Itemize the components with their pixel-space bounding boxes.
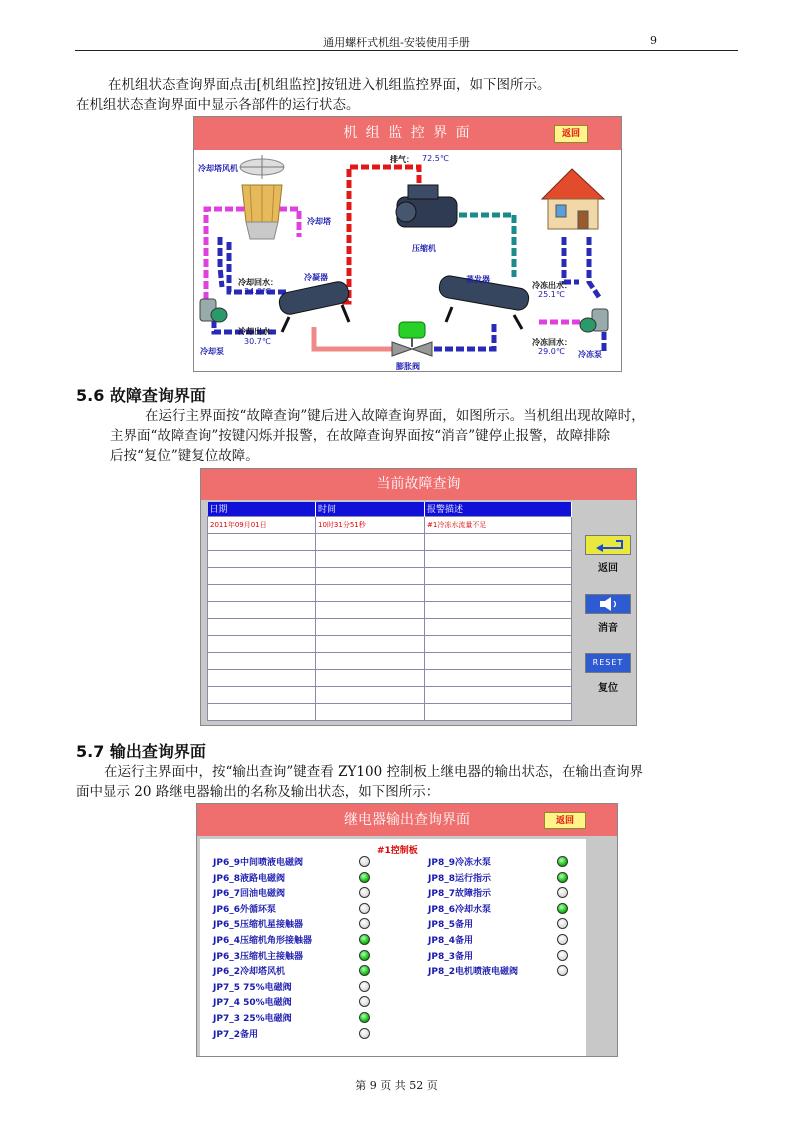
fault-description-cell	[425, 669, 572, 686]
fault-description-cell	[425, 584, 572, 601]
fault-row	[208, 601, 572, 618]
fault-row	[208, 669, 572, 686]
fault-row	[208, 567, 572, 584]
relay-status-led-icon	[359, 1028, 370, 1039]
relay-status-led-icon	[359, 856, 370, 867]
fault-date-cell	[208, 652, 316, 669]
fault-time-cell	[316, 703, 425, 720]
fault-description-cell	[425, 686, 572, 703]
fault-row	[208, 618, 572, 635]
relay-name: JP7_2备用	[213, 1029, 258, 1040]
fault-time-cell	[316, 567, 425, 584]
fault-description-cell	[425, 703, 572, 720]
label-chill-out: 冷冻出水：	[532, 281, 572, 290]
fault-date-cell	[208, 635, 316, 652]
cooling-pump-icon	[200, 299, 227, 322]
fault-date-cell	[208, 584, 316, 601]
relay-status-led-icon	[557, 934, 568, 945]
relay-status-led-icon	[557, 872, 568, 883]
page-footer: 第 9 页 共 52 页	[355, 1079, 438, 1092]
fault-time-cell: 10时31分51秒	[316, 516, 425, 533]
relay-status-led-icon	[359, 1012, 370, 1023]
fault-description-cell	[425, 618, 572, 635]
intro-line-2: 在机组状态查询界面中显示各部件的运行状态。	[76, 97, 360, 113]
label-chill-pump: 冷冻泵	[578, 350, 602, 359]
fault-time-cell	[316, 635, 425, 652]
relay-name: JP7_5 75%电磁阀	[213, 982, 292, 993]
value-cool-return: 34.0℃	[244, 287, 271, 296]
fault-time-cell	[316, 669, 425, 686]
relay-name: JP7_3 25%电磁阀	[213, 1014, 292, 1024]
fault-title: 当前故障查询	[201, 469, 636, 500]
header-rule	[75, 50, 738, 51]
fault-description-cell	[425, 635, 572, 652]
unit-monitor-screen	[193, 116, 622, 372]
col-date: 日期	[208, 502, 316, 516]
fault-description-cell	[425, 533, 572, 550]
value-exhaust: 72.5℃	[422, 154, 449, 163]
label-expansion-valve: 膨胀阀	[396, 362, 420, 371]
speaker-icon	[586, 595, 630, 613]
relay-status-led-icon	[359, 950, 370, 961]
fault-query-screen	[200, 468, 637, 726]
label-cooling-pump: 冷却泵	[200, 347, 224, 356]
relay-status-led-icon	[359, 872, 370, 883]
fault-return-label: 返回	[598, 563, 618, 574]
relay-status-led-icon	[557, 903, 568, 914]
return-arrow-icon	[586, 536, 630, 554]
relay-status-led-icon	[359, 934, 370, 945]
fault-row	[208, 703, 572, 720]
fault-row	[208, 686, 572, 703]
relay-status-led-icon	[557, 950, 568, 961]
fault-reset-label: 复位	[598, 683, 618, 694]
label-condenser: 冷凝器	[304, 273, 328, 282]
fault-time-cell	[316, 550, 425, 567]
section-5-7-heading: 5.7 输出查询界面	[76, 742, 206, 761]
relay-status-led-icon	[359, 903, 370, 914]
label-evaporator: 蒸发器	[466, 275, 490, 284]
expansion-valve-icon	[392, 322, 432, 356]
fault-table	[207, 502, 572, 721]
relay-name: JP8_6冷却水泵	[428, 904, 491, 915]
fault-date-cell	[208, 703, 316, 720]
relay-name: JP6_7回油电磁阀	[213, 889, 285, 900]
fault-date-cell: 2011年09月01日	[208, 516, 316, 533]
relay-name: JP7_4 50%电磁阀	[213, 998, 292, 1009]
fault-time-cell	[316, 533, 425, 550]
fault-date-cell	[208, 686, 316, 703]
value-cool-out: 30.7℃	[244, 337, 271, 346]
fault-row	[208, 584, 572, 601]
fault-row	[208, 533, 572, 550]
fault-row	[208, 516, 572, 533]
label-chill-return: 冷冻回水：	[532, 338, 572, 347]
fault-reset-button[interactable]: RESET	[585, 653, 631, 673]
fault-date-cell	[208, 550, 316, 567]
fault-time-cell	[316, 652, 425, 669]
fault-description-cell	[425, 567, 572, 584]
value-chill-out: 25.1℃	[538, 290, 565, 299]
relay-title: 继电器输出查询界面	[197, 804, 617, 836]
section-5-7-line-1: 在运行主界面中，按“输出查询”键查看 ZY100 控制板上继电器的输出状态，在输出查询界	[104, 764, 643, 780]
cooling-tower-icon	[240, 155, 284, 239]
relay-name: JP8_4备用	[428, 936, 473, 946]
intro-line-1: 在机组状态查询界面点击[机组监控]按钮进入机组监控界面，如下图所示。	[108, 77, 551, 93]
relay-status-led-icon	[359, 981, 370, 992]
relay-return-button[interactable]: 返回	[544, 812, 586, 829]
col-description: 报警描述	[425, 502, 572, 516]
fault-date-cell	[208, 618, 316, 635]
value-chill-return: 29.0℃	[538, 347, 565, 356]
fault-date-cell	[208, 601, 316, 618]
chill-pump-icon	[580, 309, 608, 332]
fault-time-cell	[316, 618, 425, 635]
fault-description-cell	[425, 550, 572, 567]
label-cool-out: 冷却出水：	[238, 327, 278, 336]
relay-status-led-icon	[557, 856, 568, 867]
label-tower: 冷却塔	[307, 217, 331, 226]
relay-name: JP6_5压缩机星接触器	[213, 920, 303, 931]
fault-date-cell	[208, 567, 316, 584]
relay-name: JP6_3压缩机主接触器	[213, 951, 303, 962]
fault-row	[208, 652, 572, 669]
fault-date-cell	[208, 533, 316, 550]
relay-name: JP6_9中间喷液电磁阀	[213, 858, 303, 868]
section-5-6-heading: 5.6 故障查询界面	[76, 386, 206, 405]
relay-name: JP8_9冷冻水泵	[428, 858, 491, 868]
fault-mute-button[interactable]	[585, 594, 631, 614]
fault-time-cell	[316, 584, 425, 601]
section-5-6-line-3: 后按“复位”键复位故障。	[110, 448, 259, 464]
label-exhaust: 排气：	[390, 155, 414, 164]
compressor-icon	[396, 185, 457, 227]
fault-description-cell	[425, 652, 572, 669]
relay-name: JP8_5备用	[428, 920, 473, 931]
label-tower-fan: 冷却塔风机	[198, 164, 238, 173]
label-cool-return: 冷却回水：	[238, 278, 278, 287]
relay-output-screen	[196, 803, 618, 1057]
fault-date-cell	[208, 669, 316, 686]
relay-name: JP8_8运行指示	[428, 873, 491, 884]
fault-row	[208, 635, 572, 652]
relay-name: JP6_8液路电磁阀	[213, 873, 285, 884]
house-icon	[542, 169, 604, 229]
board-label: #1控制板	[377, 846, 418, 856]
relay-name: JP6_6外循环泵	[213, 904, 276, 915]
fault-description-cell	[425, 601, 572, 618]
fault-return-button[interactable]	[585, 535, 631, 555]
section-5-6-line-1: 在运行主界面按“故障查询”键后进入故障查询界面，如图所示。当机组出现故障时，	[145, 408, 645, 424]
relay-name: JP8_2电机喷液电磁阀	[428, 967, 518, 978]
fault-description-cell: #1冷冻水流量不足	[425, 516, 572, 533]
fault-mute-label: 消音	[598, 623, 618, 634]
relay-name: JP6_2冷却塔风机	[213, 967, 285, 978]
monitor-title: 机 组 监 控 界 面	[194, 117, 621, 150]
relay-name: JP6_4压缩机角形接触器	[213, 936, 312, 946]
fault-time-cell	[316, 686, 425, 703]
relay-name: JP8_3备用	[428, 951, 473, 962]
running-header-title: 通用螺杆式机组-安装使用手册	[323, 36, 470, 49]
fault-row	[208, 550, 572, 567]
section-5-6-line-2: 主界面“故障查询”按键闪烁并报警，在故障查询界面按“消音”键停止报警，故障排除	[110, 428, 611, 444]
condenser-icon	[277, 280, 350, 332]
running-header-page-number: 9	[650, 34, 657, 47]
col-time: 时间	[316, 502, 425, 516]
monitor-return-button[interactable]: 返回	[554, 125, 588, 143]
relay-name: JP8_7故障指示	[428, 889, 491, 900]
section-5-7-line-2: 面中显示 20 路继电器输出的名称及输出状态，如下图所示：	[76, 784, 440, 800]
label-compressor: 压缩机	[412, 244, 436, 253]
fault-time-cell	[316, 601, 425, 618]
